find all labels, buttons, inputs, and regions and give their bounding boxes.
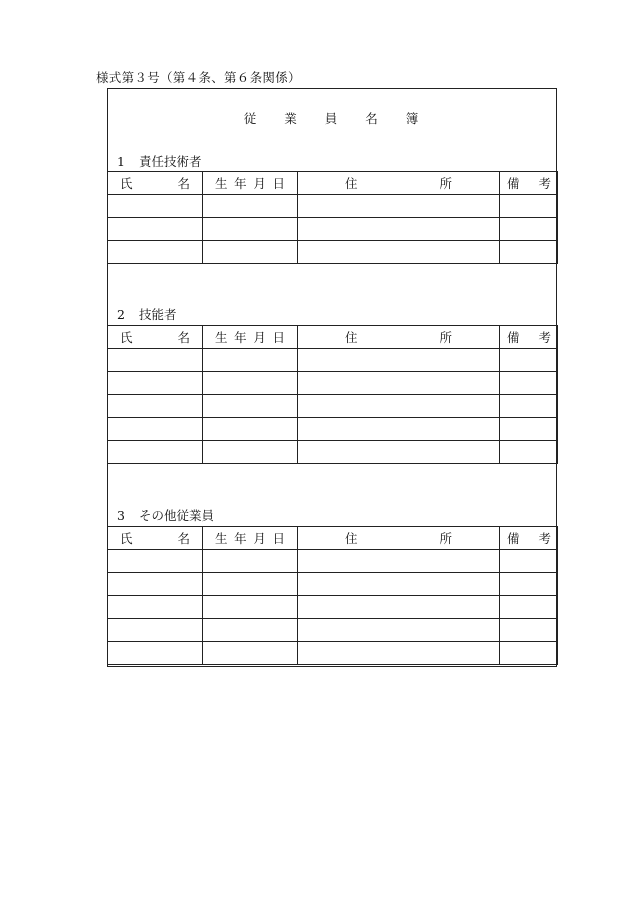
name-cell[interactable] [108,441,203,464]
name-cell[interactable] [108,395,203,418]
address-cell[interactable] [298,642,500,665]
dob-cell[interactable] [203,550,298,573]
note-cell[interactable] [500,619,558,642]
address-cell[interactable] [298,550,500,573]
note-cell[interactable] [500,418,558,441]
address-cell[interactable] [298,395,500,418]
note-cell[interactable] [500,596,558,619]
dob-cell[interactable] [203,642,298,665]
note-cell[interactable] [500,550,558,573]
section-number: 3 [117,508,125,523]
dob-cell[interactable] [203,195,298,218]
name-cell[interactable] [108,642,203,665]
address-cell[interactable] [298,218,500,241]
note-cell[interactable] [500,642,558,665]
address-cell[interactable] [298,418,500,441]
dob-cell[interactable] [203,372,298,395]
roster-frame [107,88,557,667]
column-dob: 生 年 月 日 [203,326,298,349]
table-row [108,619,558,642]
section-title-3 [117,506,214,524]
table-row [108,441,558,464]
table-row [108,395,558,418]
column-name: 氏 名 [108,527,203,550]
name-cell[interactable] [108,241,203,264]
dob-cell[interactable] [203,418,298,441]
table-row [108,349,558,372]
section-number: 1 [117,154,125,169]
document-title [108,109,556,127]
table-row [108,573,558,596]
section-label: 技能者 [139,307,177,322]
column-note: 備 考 [500,172,558,195]
dob-cell[interactable] [203,573,298,596]
note-cell[interactable] [500,573,558,596]
column-name: 氏 名 [108,172,203,195]
note-cell[interactable] [500,395,558,418]
table-header-row [108,527,558,550]
section-table-1 [107,171,558,264]
note-cell[interactable] [500,195,558,218]
section-title-1 [117,152,202,170]
title-char: 名 [365,111,380,126]
address-cell[interactable] [298,441,500,464]
note-cell[interactable] [500,349,558,372]
section-table-2 [107,325,558,464]
section-number: 2 [117,307,125,322]
title-char: 従 [243,111,259,126]
column-dob: 生 年 月 日 [203,172,298,195]
table-row [108,195,558,218]
title-char: 員 [324,111,340,126]
dob-cell[interactable] [203,349,298,372]
column-address: 住 所 [298,172,500,195]
name-cell[interactable] [108,195,203,218]
table-row [108,550,558,573]
note-cell[interactable] [500,372,558,395]
dob-cell[interactable] [203,596,298,619]
dob-cell[interactable] [203,241,298,264]
address-cell[interactable] [298,195,500,218]
note-cell[interactable] [500,218,558,241]
title-char: 簿 [405,111,421,126]
name-cell[interactable] [108,218,203,241]
address-cell[interactable] [298,349,500,372]
column-address: 住 所 [298,326,500,349]
table-row [108,241,558,264]
name-cell[interactable] [108,372,203,395]
dob-cell[interactable] [203,395,298,418]
column-dob: 生 年 月 日 [203,527,298,550]
table-header-row [108,326,558,349]
table-row [108,372,558,395]
section-label: 責任技術者 [139,154,202,169]
name-cell[interactable] [108,418,203,441]
form-number-label: 様式第３号（第４条、第６条関係） [96,70,301,85]
section-table-3 [107,526,558,665]
table-header-row [108,172,558,195]
column-note: 備 考 [500,326,558,349]
table-row [108,596,558,619]
column-note: 備 考 [500,527,558,550]
address-cell[interactable] [298,241,500,264]
name-cell[interactable] [108,349,203,372]
table-row [108,418,558,441]
note-cell[interactable] [500,441,558,464]
title-char: 業 [284,111,299,126]
dob-cell[interactable] [203,619,298,642]
table-row [108,642,558,665]
dob-cell[interactable] [203,218,298,241]
address-cell[interactable] [298,596,500,619]
column-name: 氏 名 [108,326,203,349]
name-cell[interactable] [108,596,203,619]
address-cell[interactable] [298,619,500,642]
name-cell[interactable] [108,573,203,596]
dob-cell[interactable] [203,441,298,464]
note-cell[interactable] [500,241,558,264]
address-cell[interactable] [298,372,500,395]
table-row [108,218,558,241]
address-cell[interactable] [298,573,500,596]
name-cell[interactable] [108,550,203,573]
section-label: その他従業員 [139,508,215,523]
column-address: 住 所 [298,527,500,550]
section-title-2 [117,305,177,323]
name-cell[interactable] [108,619,203,642]
